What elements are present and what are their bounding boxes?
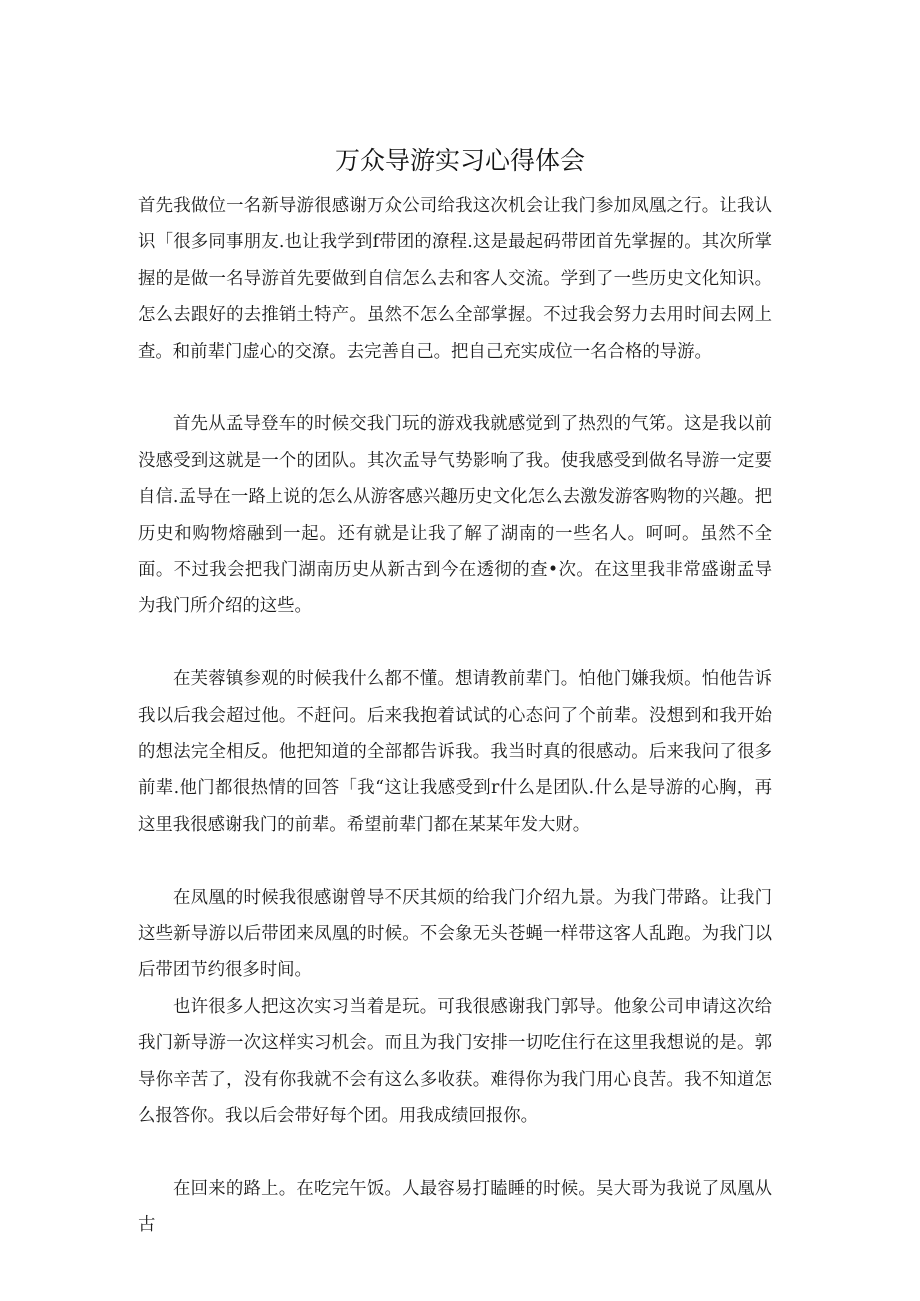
paragraph-guo-guide: 也许很多人把这次实习当着是玩。可我很感谢我门郭导。他象公司申请这次给我门新导游一次这样实习机会。而且为我门安排一切吃住行在这里我想说的是。郭导你辛苦了，没有你我就不会有这么多收获。难得你为我门用心良苦。我不知道怎么报答你。我以后会带好每个团。用我成绩回报你。 [138, 996, 772, 1127]
document-title: 万众导游实习心得体会 [334, 146, 585, 175]
paragraph-return-trip: 在回来的路上。在吃完午饭。人最容易打瞌睡的时候。吴大哥为我说了凤凰从古 [138, 1178, 772, 1236]
document-body [138, 188, 772, 1244]
paragraph-furong-town: 在芙蓉镇参观的时候我什么都不懂。想请教前辈门。怕他门嫌我烦。怕他告诉我以后我会超过他。不赶问。后来我抱着试试的心态问了个前辈。没想到和我开始的想法完全相反。他把知道的全部都告诉我。我当时真的很感动。后来我问了很多前辈.他门都很热情的回答「我“这让我感受到r什么是团队.什么是导游的心胸，再这里我很感谢我门的前辈。希望前辈门都在某某年发大财。 [138, 669, 772, 835]
paragraph-fenghuang: 在凤凰的时候我很感谢曾导不厌其烦的给我门介绍九景。为我门带路。让我门这些新导游以后带团来凤凰的时候。不会象无头苍蝇一样带这客人乱跑。为我门以后带团节约很多时间。 [138, 887, 772, 981]
paragraph-meng-guide: 首先从孟导登车的时候交我门玩的游戏我就感觉到了热烈的气笫。这是我以前没感受到这就是一个的团队。其次孟导气势影响了我。使我感受到做名导游一定要自信.孟导在一路上说的怎么从游客感兴趣历史文化怎么去激发游客购物的兴趣。把历史和购物熔融到一起。还有就是让我了解了湖南的一些名人。呵呵。虽然不全面。不过我会把我门湖南历史从新古到今在透彻的查•次。在这里我非常盛谢孟导为我门所介绍的这些。 [138, 414, 772, 617]
paragraph-intro: 首先我做位一名新导游很感谢万众公司给我这次机会让我门参加凤凰之行。让我认识「很多同事朋友.也让我学到f带团的潦程.这是最起码带团首先掌握的。其次所掌握的是做一名导游首先要做到自信怎么去和客人交流。学到了一些历史文化知识。怎么去跟好的去推销土特产。虽然不怎么全部掌握。不过我会努力去用时间去网上查。和前辈门虚心的交潦。去完善自己。把自己充实成位一名合格的导游。 [138, 196, 772, 362]
